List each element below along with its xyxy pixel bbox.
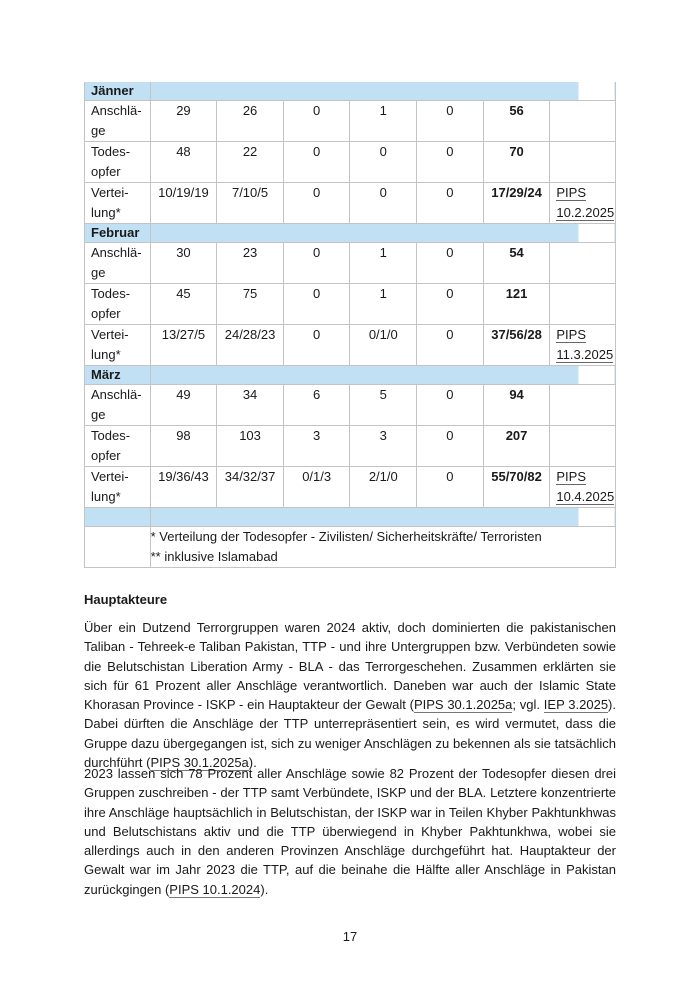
value-cell: 3 — [283, 426, 350, 467]
month-header-row — [85, 82, 616, 101]
value-cell: 103 — [217, 426, 284, 467]
value-cell: 48 — [150, 142, 217, 183]
value-cell: 0 — [417, 426, 484, 467]
value-cell: 0 — [283, 183, 350, 224]
value-cell: 7/10/5 — [217, 183, 284, 224]
total-cell: 17/29/24 — [483, 183, 550, 224]
source-link[interactable]: IEP 3.2025 — [543, 697, 609, 713]
row-label-text: ge — [91, 123, 106, 138]
row-label-text: Anschlä- — [91, 103, 142, 118]
value-cell: 0 — [283, 101, 350, 142]
footnote: * Verteilung der Todesopfer - Zivilisten/ Sicherheitskräfte/ Terroristen — [150, 529, 542, 544]
month-band — [150, 82, 615, 101]
source-link[interactable]: PIPS 30.1.2025a — [150, 755, 249, 771]
month-label: März — [85, 366, 151, 385]
source-link-text[interactable]: 10.2.2025 — [556, 205, 615, 220]
row-label-text: Todes- — [91, 286, 131, 301]
source-cell — [550, 284, 616, 325]
paragraph-text: Über ein Dutzend Terrorgruppen waren 2024 aktiv, doch dominierten die pakistanischen Taliban - Tehreek-e Taliban Pakistan, TTP - und ihre Untergruppen bzw. Verbündeten sowie die Belutschistan Liberation Army - BLA - das Terrorgeschehen. Zusammen erklärten sie sich für 61 Prozent aller Anschläge verantwortlich. Daneben war auch der Islamic State Khorasan Province - ISKP - ein Hauptakteur der Gewalt ( — [84, 620, 616, 713]
value-cell: 24/28/23 — [217, 325, 284, 366]
source-cell — [550, 385, 616, 426]
row-label-text: opfer — [91, 164, 121, 179]
paragraph-text: 2023 lassen sich 78 Prozent aller Anschläge sowie 82 Prozent der Todesopfer diesen drei Gruppen zuschreiben - der TTP samt Verbündete, ISKP und der BLA. Letztere konzentrierte ihre Anschläge hauptsächlich in Belutschistan, der ISKP war in Teilen Khyber Pakhtunkhwas und Belutschistans aktiv und die TTP überwiegend in Khyber Pakhtunkhwa, wobei sie allerdings auch in den anderen Provinzen Anschläge durchgeführt hat. Hauptakteur der Gewalt war im Jahr 2023 die TTP, auf die beinahe die Hälfte aller Anschläge in Pakistan zurückgingen ( — [84, 766, 616, 897]
value-cell: 49 — [150, 385, 217, 426]
row-label-text: Anschlä- — [91, 387, 142, 402]
row-label — [85, 243, 151, 284]
value-cell: 3 — [350, 426, 417, 467]
value-cell: 0 — [283, 243, 350, 284]
source-cell — [550, 467, 616, 508]
paragraph-main-actors — [84, 618, 616, 772]
total-cell: 37/56/28 — [483, 325, 550, 366]
source-cell — [550, 243, 616, 284]
value-cell: 10/19/19 — [150, 183, 217, 224]
row-label-text: opfer — [91, 306, 121, 321]
spacer-band — [150, 508, 615, 527]
notes-row — [85, 527, 616, 568]
table-row — [85, 142, 616, 183]
total-cell: 56 — [483, 101, 550, 142]
value-cell: 0 — [417, 385, 484, 426]
total-cell: 70 — [483, 142, 550, 183]
value-cell: 0/1/3 — [283, 467, 350, 508]
value-cell: 1 — [350, 101, 417, 142]
notes-empty-cell — [85, 527, 151, 568]
row-label-text: Vertei- — [91, 469, 129, 484]
paragraph-text: ). — [260, 881, 269, 897]
table-row — [85, 467, 616, 508]
paragraph-2023-statistics — [84, 764, 616, 899]
value-cell: 0 — [417, 101, 484, 142]
value-cell: 0 — [283, 325, 350, 366]
value-cell: 23 — [217, 243, 284, 284]
row-label-text: Todes- — [91, 428, 131, 443]
source-link[interactable] — [556, 347, 613, 363]
value-cell: 29 — [150, 101, 217, 142]
source-link-text[interactable]: PIPS — [556, 185, 586, 200]
value-cell: 6 — [283, 385, 350, 426]
value-cell: 0 — [283, 284, 350, 325]
row-label — [85, 426, 151, 467]
month-label: Jänner — [85, 82, 151, 101]
row-label — [85, 183, 151, 224]
value-cell: 30 — [150, 243, 217, 284]
total-cell: 54 — [483, 243, 550, 284]
source-link-text[interactable]: PIPS — [556, 469, 586, 484]
value-cell: 26 — [217, 101, 284, 142]
table-row — [85, 101, 616, 142]
row-label — [85, 385, 151, 426]
row-label-text: ge — [91, 265, 106, 280]
value-cell: 0 — [417, 325, 484, 366]
month-band — [150, 224, 615, 243]
month-header-row — [85, 366, 616, 385]
source-link[interactable] — [556, 327, 586, 343]
row-label — [85, 101, 151, 142]
month-label: Februar — [85, 224, 151, 243]
source-link-text[interactable]: 10.4.2025 — [556, 489, 615, 504]
table-row — [85, 325, 616, 366]
source-link[interactable] — [556, 185, 586, 201]
table-row — [85, 183, 616, 224]
source-link[interactable] — [556, 469, 586, 485]
month-band — [150, 366, 615, 385]
total-cell: 94 — [483, 385, 550, 426]
value-cell: 0 — [417, 467, 484, 508]
row-label — [85, 467, 151, 508]
total-cell: 121 — [483, 284, 550, 325]
value-cell: 0 — [350, 142, 417, 183]
value-cell: 75 — [217, 284, 284, 325]
source-cell — [550, 101, 616, 142]
value-cell: 0 — [417, 243, 484, 284]
row-label — [85, 142, 151, 183]
paragraph-text: ). — [248, 755, 257, 771]
value-cell: 22 — [217, 142, 284, 183]
value-cell: 34/32/37 — [217, 467, 284, 508]
value-cell: 34 — [217, 385, 284, 426]
source-cell — [550, 325, 616, 366]
value-cell: 0 — [417, 284, 484, 325]
value-cell: 98 — [150, 426, 217, 467]
source-cell — [550, 142, 616, 183]
paragraph-text: ). Dabei dürften die Anschläge der TTP unterrepräsentiert sein, es wird vermutet, dass die Gruppe dazu übergegangen ist, sich zu weniger Anschlägen zu bekennen als sie tatsächlich durchführt ( — [84, 697, 616, 771]
month-header-row — [85, 224, 616, 243]
row-label-text: opfer — [91, 448, 121, 463]
source-link[interactable] — [556, 205, 614, 221]
row-label-text: Vertei- — [91, 327, 129, 342]
value-cell: 2/1/0 — [350, 467, 417, 508]
row-label-text: Vertei- — [91, 185, 129, 200]
page-number: 17 — [342, 929, 358, 944]
source-link-text[interactable]: PIPS — [556, 327, 586, 342]
total-cell: 55/70/82 — [483, 467, 550, 508]
row-label-text: Todes- — [91, 144, 131, 159]
row-label — [85, 325, 151, 366]
source-link[interactable]: PIPS 30.1.2025a — [413, 697, 513, 713]
table-row — [85, 243, 616, 284]
row-label-text: lung* — [91, 489, 121, 504]
row-label-text: lung* — [91, 205, 121, 220]
value-cell: 1 — [350, 284, 417, 325]
source-cell — [550, 426, 616, 467]
value-cell: 0 — [350, 183, 417, 224]
footnote: ** inklusive Islamabad — [150, 549, 278, 564]
total-cell: 207 — [483, 426, 550, 467]
paragraph-text: ; vgl. — [512, 697, 544, 713]
value-cell: 0 — [417, 142, 484, 183]
table-row — [85, 284, 616, 325]
value-cell: 5 — [350, 385, 417, 426]
source-link[interactable] — [556, 489, 614, 505]
terror-statistics-table — [84, 82, 616, 568]
value-cell: 19/36/43 — [150, 467, 217, 508]
row-label-text: ge — [91, 407, 106, 422]
table-row — [85, 426, 616, 467]
value-cell: 1 — [350, 243, 417, 284]
source-cell — [550, 183, 616, 224]
value-cell: 45 — [150, 284, 217, 325]
table-row — [85, 385, 616, 426]
spacer-cell — [85, 508, 151, 527]
value-cell: 0 — [283, 142, 350, 183]
row-label-text: lung* — [91, 347, 121, 362]
value-cell: 13/27/5 — [150, 325, 217, 366]
spacer-row — [85, 508, 616, 527]
value-cell: 0/1/0 — [350, 325, 417, 366]
source-link-text[interactable]: 11.3.2025 — [556, 347, 614, 362]
section-heading: Hauptakteure — [84, 592, 168, 607]
row-label — [85, 284, 151, 325]
source-link[interactable]: PIPS 10.1.2024 — [169, 881, 261, 897]
value-cell: 0 — [417, 183, 484, 224]
notes-cell — [150, 527, 615, 568]
row-label-text: Anschlä- — [91, 245, 142, 260]
